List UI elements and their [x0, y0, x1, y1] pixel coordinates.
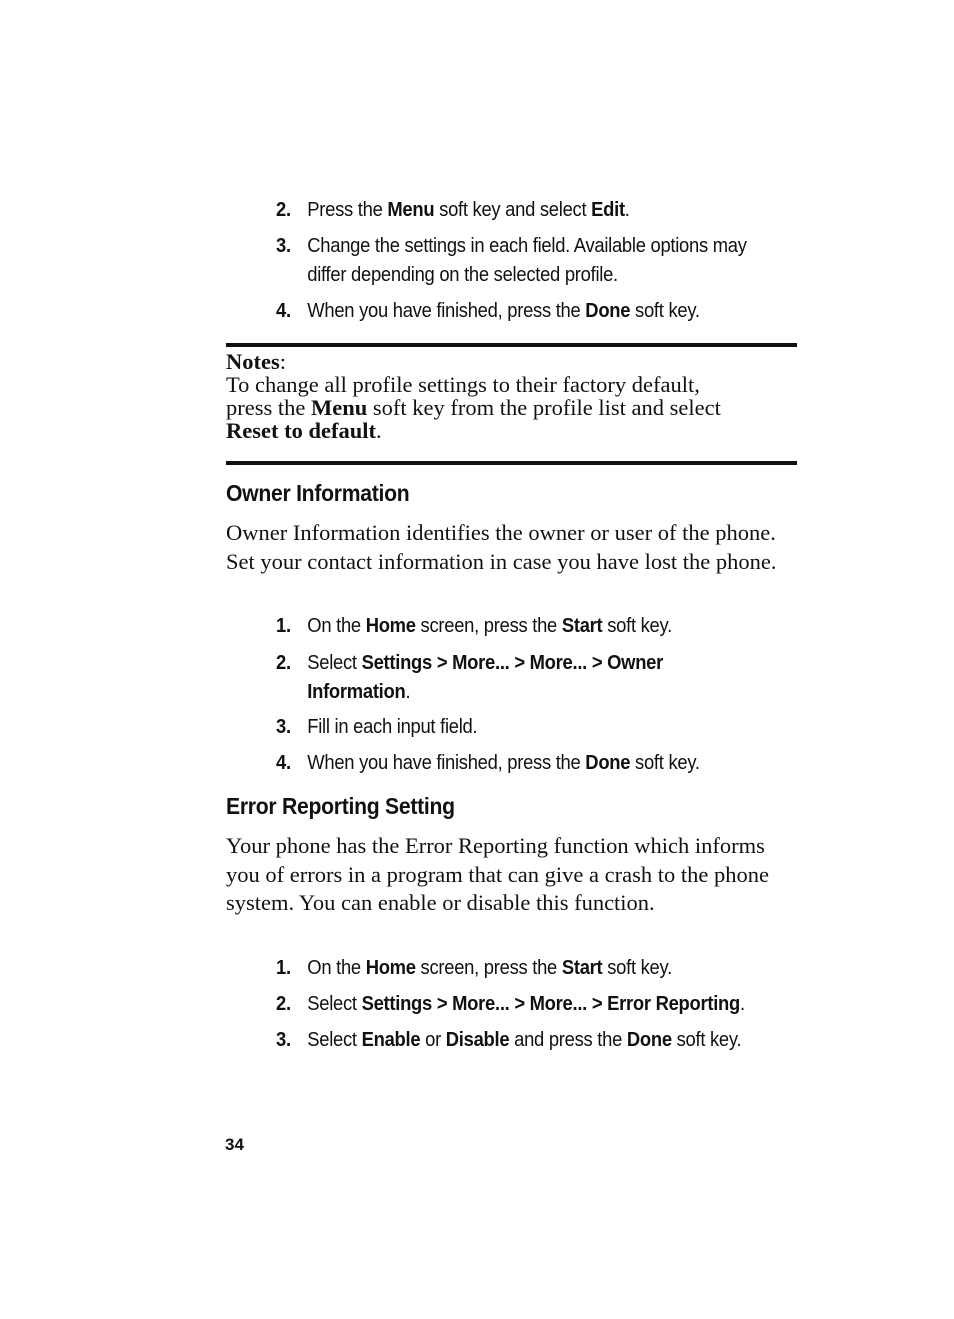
notes-line-3-post: . — [375, 418, 382, 443]
owner-step-2 — [276, 649, 764, 707]
step-text-run: When you have finished, press the — [307, 300, 586, 322]
step-text-run: soft key and select — [434, 199, 592, 221]
step-bold-term: Settings > More... > More... > Owner Information — [307, 652, 664, 703]
step-text-run: Fill in each input field. — [307, 716, 478, 738]
step-bold-term: Home — [365, 957, 416, 979]
step-2-edit — [276, 196, 764, 225]
notes-label: Notes — [226, 349, 280, 374]
owner-step-3 — [276, 713, 764, 742]
step-text-run: soft key. — [671, 1029, 742, 1051]
step-bold-term: Start — [561, 615, 603, 637]
step-text-run: Change the settings in each field. Available options may differ depending on the selected profile. — [307, 235, 747, 286]
step-text — [307, 954, 763, 983]
step-text — [307, 990, 763, 1019]
step-3-change-settings — [276, 232, 764, 290]
step-number: 2. — [276, 993, 291, 1015]
step-text-run: soft key. — [630, 300, 700, 322]
notes-label-line — [226, 350, 801, 373]
notes-colon: : — [279, 349, 286, 374]
step-text-run: Press the — [307, 199, 388, 221]
step-text-run: Select — [307, 993, 362, 1015]
step-text-run: . — [739, 993, 745, 1015]
notes-menu-term: Menu — [310, 395, 368, 420]
notes-top-rule — [226, 343, 797, 347]
step-text — [307, 232, 763, 290]
notes-line-2 — [226, 396, 801, 419]
step-text-run: On the — [307, 615, 366, 637]
step-bold-term: Done — [585, 300, 631, 322]
step-number: 2. — [276, 652, 291, 674]
step-number: 1. — [276, 615, 291, 637]
step-text — [307, 749, 763, 778]
step-text-run: screen, press the — [415, 615, 562, 637]
step-bold-term: Start — [561, 957, 603, 979]
owner-step-1 — [276, 612, 764, 641]
step-number: 2. — [276, 199, 291, 221]
notes-line-2-pre: press the — [226, 395, 311, 420]
step-number: 1. — [276, 957, 291, 979]
step-bold-term: Menu — [387, 199, 435, 221]
step-bold-term: Done — [626, 1029, 672, 1051]
step-text — [307, 196, 763, 225]
step-text — [307, 297, 763, 326]
page-number: 34 — [225, 1135, 244, 1154]
error-step-3 — [276, 1026, 764, 1055]
step-text-run: soft key. — [602, 615, 672, 637]
step-number: 4. — [276, 300, 291, 322]
notes-reset-term: Reset to default — [226, 418, 376, 443]
error-reporting-paragraph: Your phone has the Error Reporting function which informs you of errors in a program that can give a crash to the phone system. You can enable or disable this function. — [226, 833, 769, 915]
error-step-2 — [276, 990, 764, 1019]
notes-bottom-rule — [226, 461, 797, 465]
owner-information-paragraph: Owner Information identifies the owner or user of the phone. Set your contact information in case you have lost the phone. — [226, 520, 777, 574]
notes-line-1: To change all profile settings to their factory default, — [226, 372, 700, 397]
step-text-run: screen, press the — [415, 957, 562, 979]
step-bold-term: Edit — [591, 199, 625, 221]
step-text — [307, 649, 703, 707]
owner-information-heading: Owner Information — [226, 480, 410, 506]
step-number: 3. — [276, 1029, 291, 1051]
step-text — [307, 713, 763, 742]
step-bold-term: Settings > More... > More... > Error Reporting — [361, 993, 740, 1015]
step-text-run: soft key. — [602, 957, 672, 979]
step-text-run: and press the — [509, 1029, 627, 1051]
notes-box — [226, 350, 801, 442]
step-text-run: On the — [307, 957, 366, 979]
step-text — [307, 612, 763, 641]
notes-line-2-post: soft key from the profile list and select — [367, 395, 721, 420]
step-text-run: Select — [307, 1029, 362, 1051]
step-text-run: . — [405, 681, 411, 703]
step-number: 3. — [276, 235, 291, 257]
step-text — [307, 1026, 763, 1055]
step-bold-term: Enable — [361, 1029, 421, 1051]
step-text-run: or — [420, 1029, 446, 1051]
step-text-run: When you have finished, press the — [307, 752, 586, 774]
step-bold-term: Done — [585, 752, 631, 774]
step-text-run: soft key. — [630, 752, 700, 774]
step-4-done — [276, 297, 764, 326]
error-reporting-heading: Error Reporting Setting — [226, 793, 455, 819]
step-text-run: Select — [307, 652, 362, 674]
owner-step-4 — [276, 749, 764, 778]
notes-line-3 — [226, 419, 801, 442]
step-bold-term: Home — [365, 615, 416, 637]
error-step-1 — [276, 954, 764, 983]
step-text-run: . — [624, 199, 630, 221]
step-bold-term: Disable — [445, 1029, 510, 1051]
step-number: 3. — [276, 716, 291, 738]
step-number: 4. — [276, 752, 291, 774]
